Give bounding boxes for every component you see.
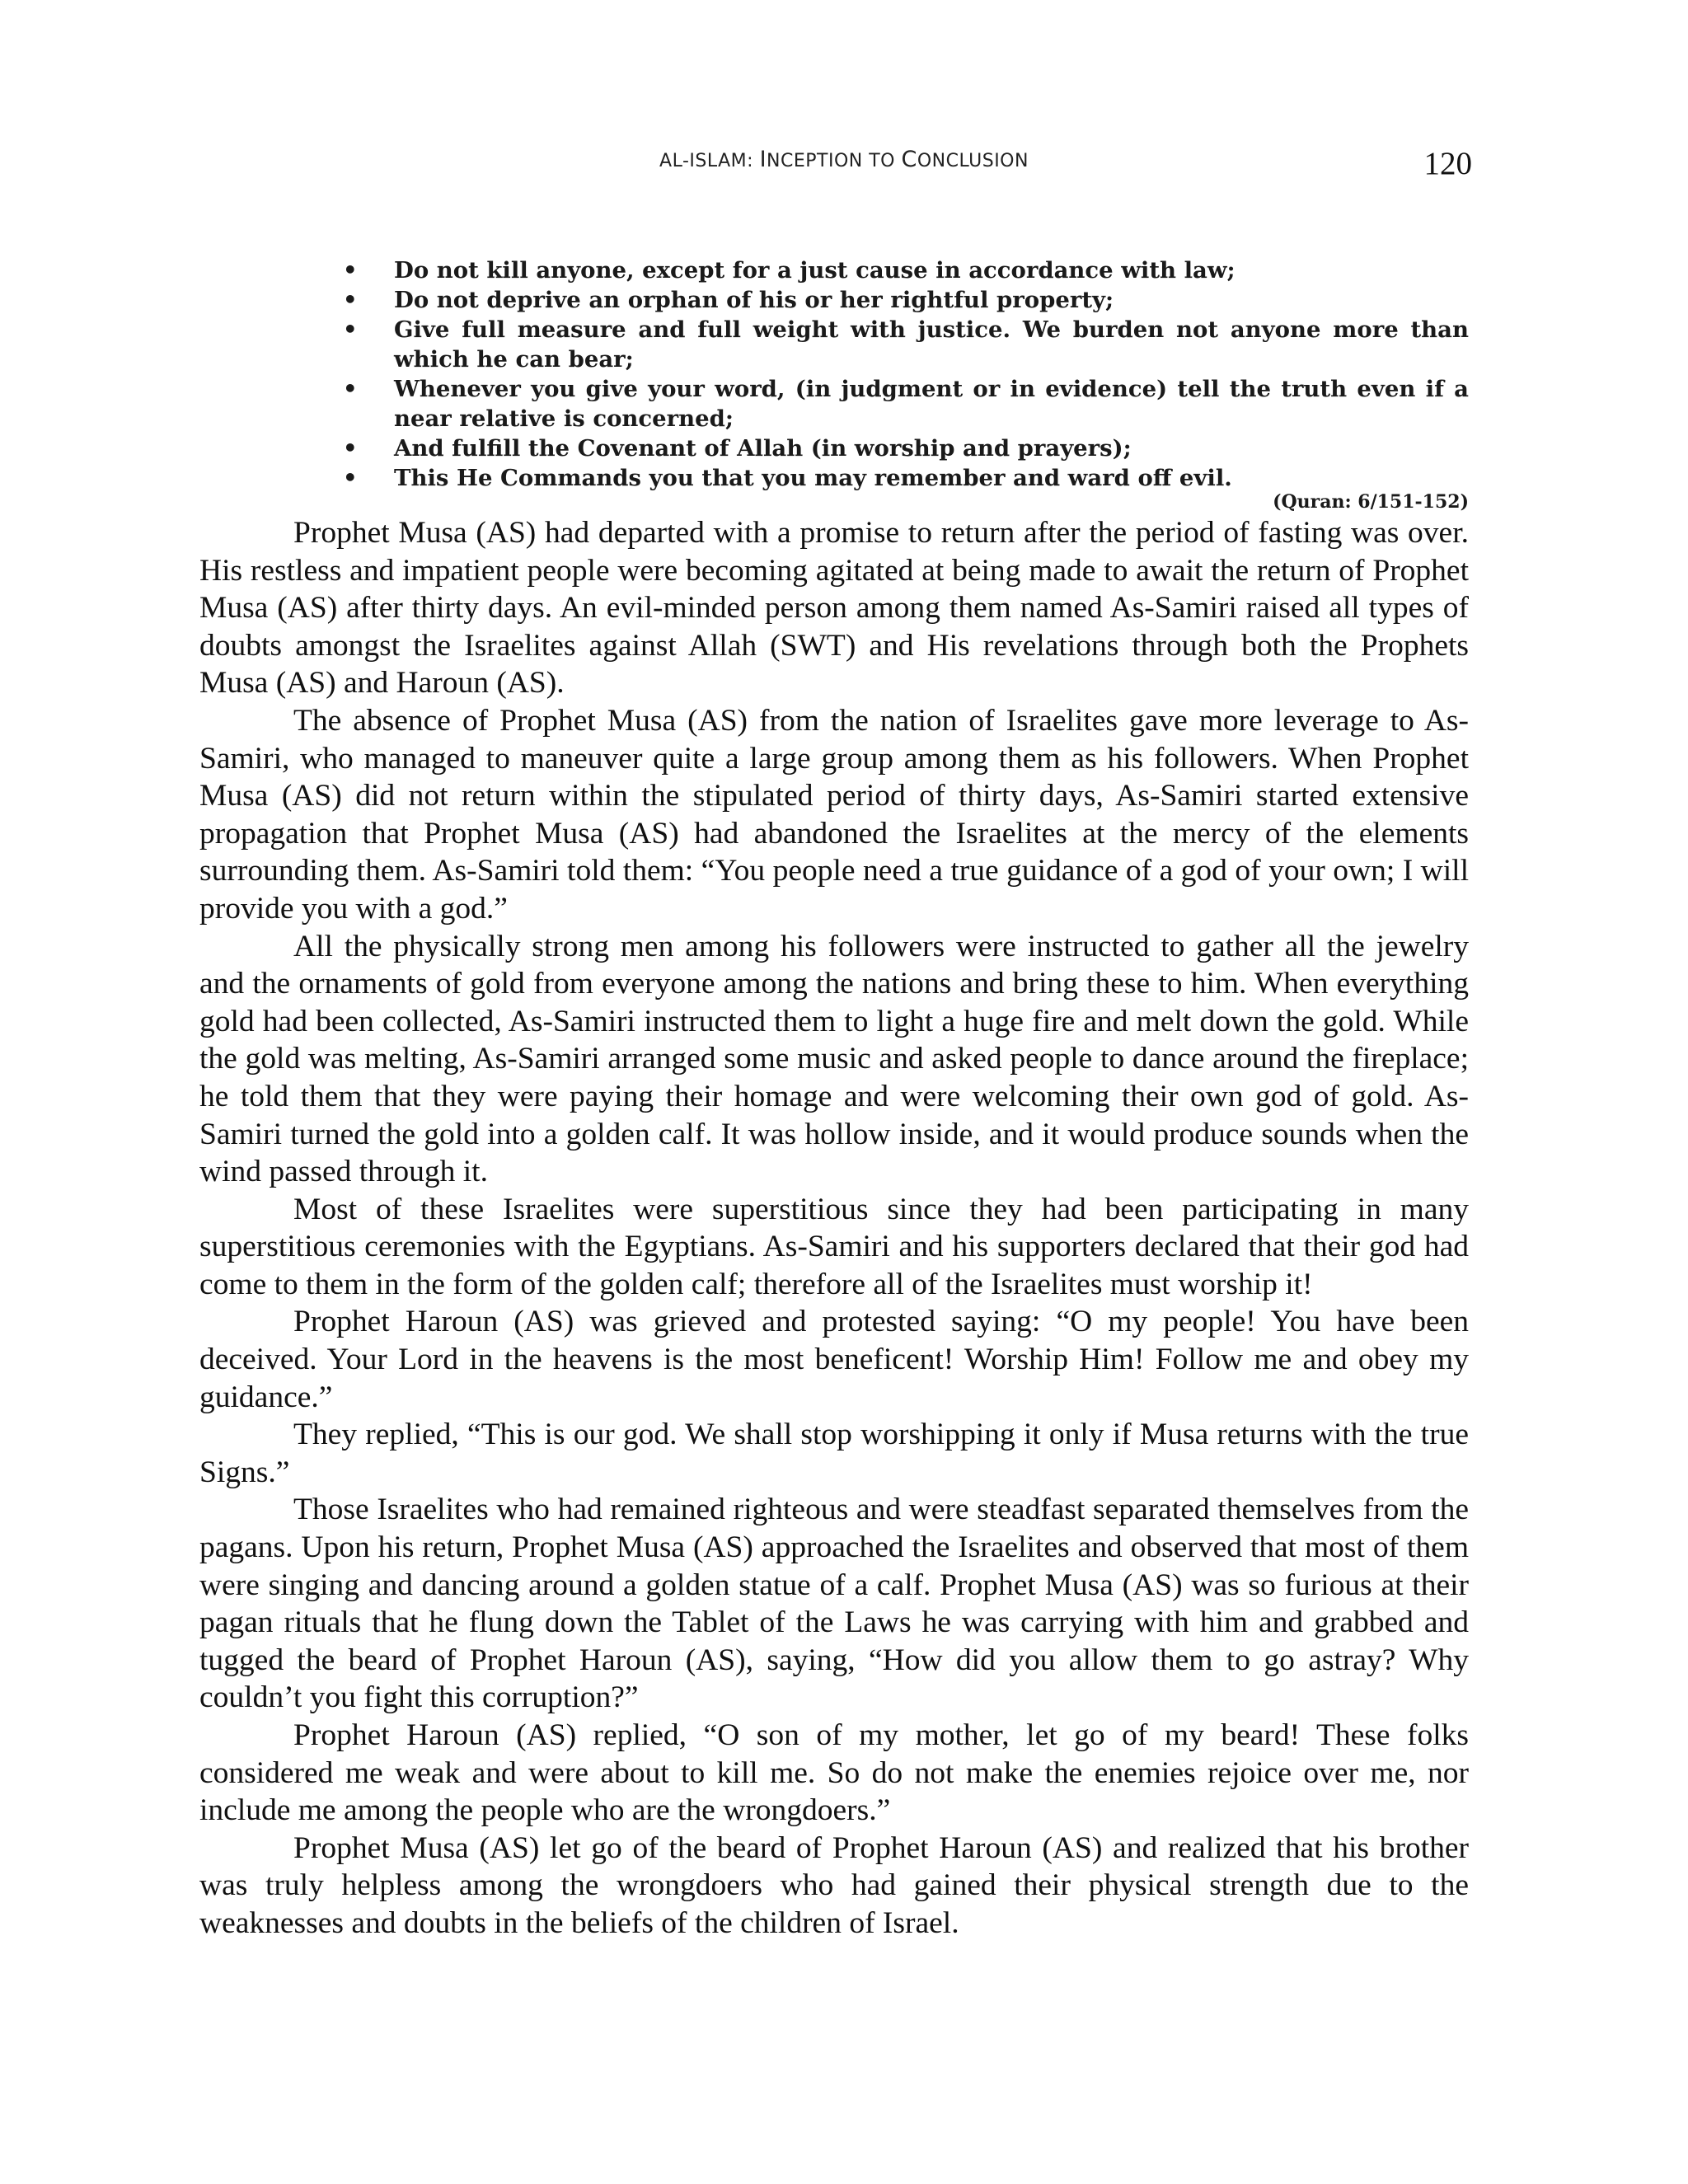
page-number: 120 <box>1423 146 1472 181</box>
body-paragraph: All the physically strong men among his followers were instructed to gather all the jewelry and the ornaments of gold from everyone among the nations and bring these to him. When everything gold had been collected, As-Samiri instructed them to light a huge fire and melt down the gold. While the gold was melting, As-Samiri arranged some music and asked people to dance around the fireplace; he told them that they were paying their homage and were welcoming their own god of gold. As-Samiri turned the gold into a golden calf. It was hollow inside, and it would produce sounds when the wind passed through it. <box>199 929 1469 1189</box>
running-head-initial: C <box>901 147 917 172</box>
body-text <box>199 514 1469 1943</box>
commandment-item: • Whenever you give your word, (in judgment or in evidence) tell the truth even if a near relative is concerned; <box>343 374 1469 434</box>
quran-citation: (Quran: 6/151-152) <box>1273 491 1469 513</box>
body-paragraph: They replied, “This is our god. We shall stop worshipping it only if Musa returns with the true Signs.” <box>199 1418 1469 1489</box>
body-paragraph: Prophet Haroun (AS) was grieved and protested saying: “O my people! You have been deceived. Your Lord in the heavens is the most beneficent! Worship Him! Follow me and obey my guidance.” <box>199 1305 1469 1414</box>
commandment-item: • Do not deprive an orphan of his or her rightful property; <box>343 285 1469 315</box>
body-paragraph: Most of these Israelites were superstitious since they had been participating in many superstitious ceremonies with the Egyptians. As-Samiri and his supporters declared that their god had come to them in the form of the golden calf; therefore all of the Israelites must worship it! <box>199 1192 1469 1301</box>
running-head-initial: I <box>759 147 767 172</box>
running-head-word: TO <box>862 151 902 171</box>
body-paragraph: The absence of Prophet Musa (AS) from the nation of Israelites gave more leverage to As-Samiri, who managed to maneuver quite a large group among them as his followers. When Prophet Musa (AS) did not return within the stipulated period of thirty days, As-Samiri started extensive propagation that Prophet Musa (AS) had abandoned the Israelites at the mercy of the elements surrounding them. As-Samiri told them: “You people need a true guidance of a god of your own; I will provide you with a god.” <box>199 703 1469 926</box>
body-paragraph: Those Israelites who had remained righteous and were steadfast separated themselves from the pagans. Upon his return, Prophet Musa (AS) approached the Israelites and observed that most of them were singing and dancing around a golden statue of a calf. Prophet Musa (AS) was so furious at their pagan rituals that he flung down the Tablet of the Laws he was carrying with him and grabbed and tugged the beard of Prophet Haroun (AS), saying, “How did you allow them to go astray? Why couldn’t you fight this corruption?” <box>199 1493 1469 1715</box>
body-paragraph: Prophet Musa (AS) had departed with a promise to return after the period of fasting was over. His restless and impatient people were becoming agitated at being made to await the return of Prophet Musa (AS) after thirty days. An evil-minded person among them named As-Samiri raised all types of doubts amongst the Israelites against Allah (SWT) and His revelations through both the Prophets Musa (AS) and Haroun (AS). <box>199 516 1469 701</box>
commandment-list <box>343 255 1469 493</box>
commandment-item: • And fulfill the Covenant of Allah (in worship and prayers); <box>343 434 1469 463</box>
running-head-word: NCEPTION <box>767 151 863 171</box>
commandment-item: • Give full measure and full weight with justice. We burden not anyone more than which he can bear; <box>343 315 1469 374</box>
running-head-prefix: AL-ISLAM: <box>659 151 760 171</box>
body-paragraph: Prophet Musa (AS) let go of the beard of Prophet Haroun (AS) and realized that his brother was truly helpless among the wrongdoers who had gained their physical strength due to the weaknesses and doubts in the beliefs of the children of Israel. <box>199 1830 1469 1940</box>
commandment-item: • Do not kill anyone, except for a just cause in accordance with law; <box>343 255 1469 285</box>
running-head-word: ONCLUSION <box>917 151 1029 171</box>
commandment-item: • This He Commands you that you may remember and ward off evil. <box>343 463 1469 493</box>
body-paragraph: Prophet Haroun (AS) replied, “O son of my mother, let go of my beard! These folks considered me weak and were about to kill me. So do not make the enemies rejoice over me, nor include me among the people who are the wrongdoers.” <box>199 1718 1469 1828</box>
